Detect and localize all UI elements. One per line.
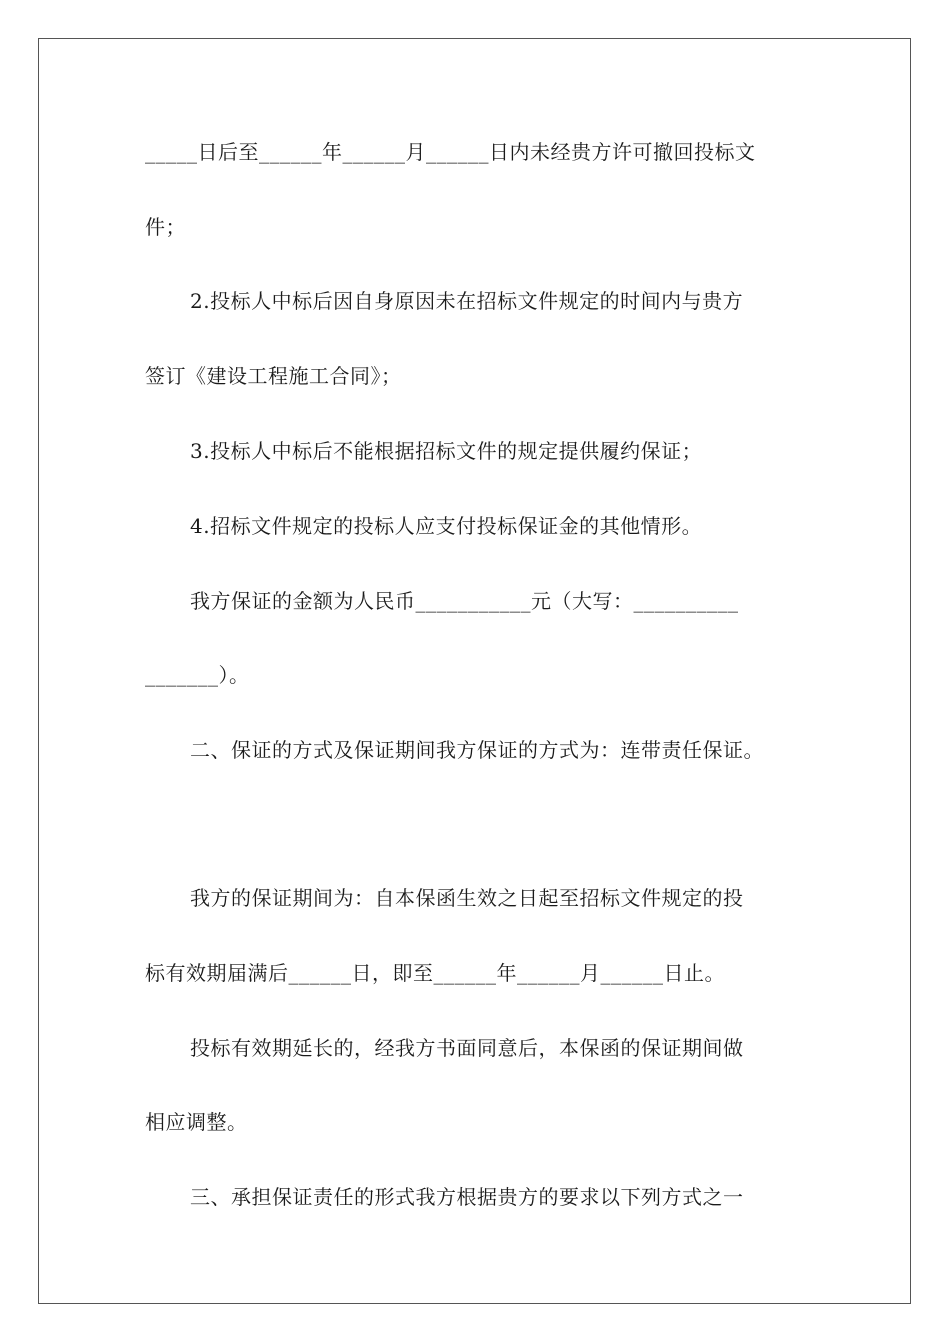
text-line: 二、保证的方式及保证期间我方保证的方式为：连带责任保证。 [190,738,764,762]
text-line: 我方保证的金额为人民币___________元（大写：__________ [190,589,739,613]
text-line: 三、承担保证责任的形式我方根据贵方的要求以下列方式之一 [190,1185,744,1209]
text-line: 4.招标文件规定的投标人应支付投标保证金的其他情形。 [190,514,703,538]
text-line: 相应调整。 [145,1110,248,1134]
text-line: 投标有效期延长的，经我方书面同意后，本保函的保证期间做 [190,1036,744,1060]
text-line: 标有效期届满后______日，即至______年______月______日止。 [145,961,725,985]
text-line: 2.投标人中标后因自身原因未在招标文件规定的时间内与贵方 [190,289,744,313]
text-line: 3.投标人中标后不能根据招标文件的规定提供履约保证； [190,439,703,463]
text-line: _____日后至______年______月______日内未经贵方许可撤回投标文 [145,140,756,164]
text-line: 件； [145,215,186,239]
text-line: _______）。 [145,663,250,687]
text-line: 签订《建设工程施工合同》； [145,364,402,388]
text-line: 我方的保证期间为：自本保函生效之日起至招标文件规定的投 [190,886,744,910]
